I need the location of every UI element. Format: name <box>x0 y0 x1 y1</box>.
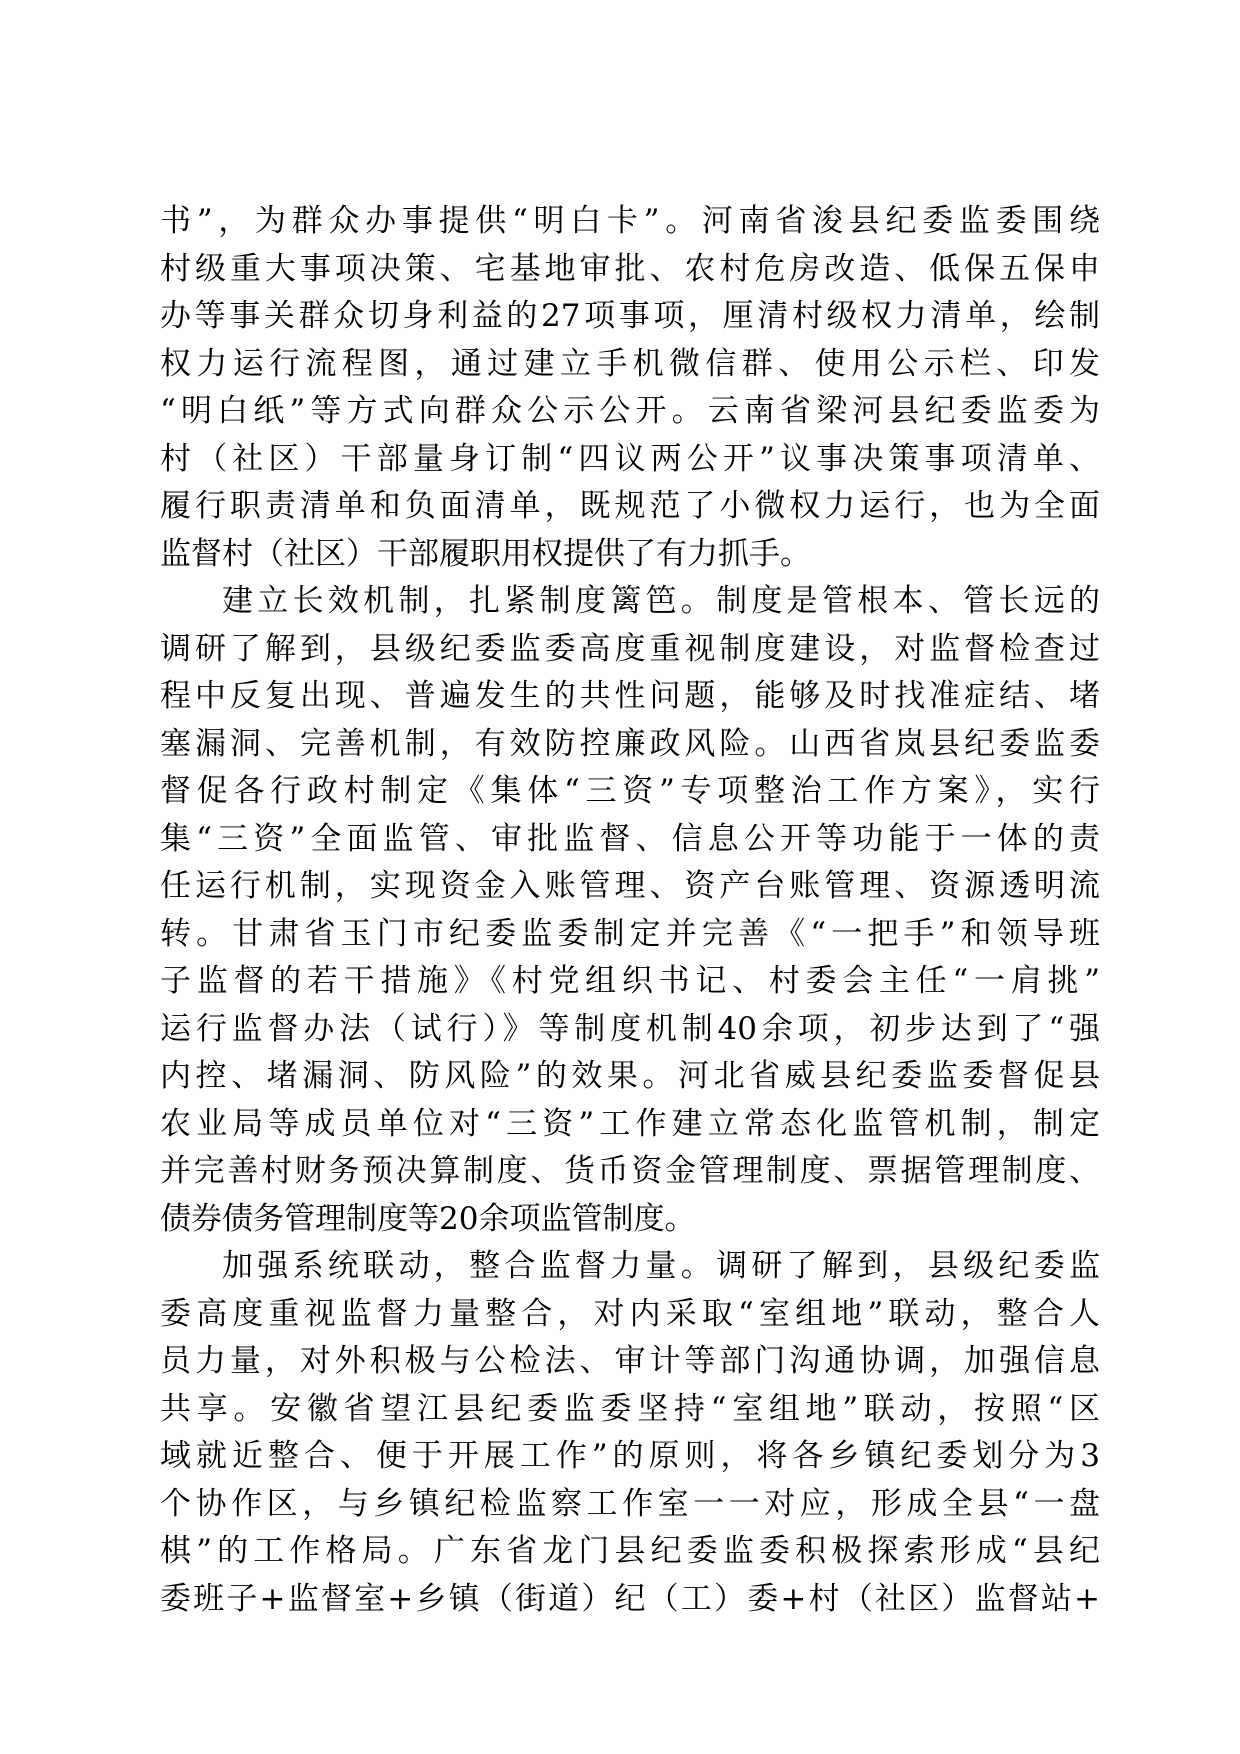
text-line: 村（社区）干部量身订制“四议两公开”议事决策事项清单、 <box>160 440 1100 477</box>
text-line: 监督村（社区）干部履职用权提供了有力抓手。 <box>160 535 811 572</box>
text-line: 转。甘肃省玉门市纪委监委制定并完善《“一把手”和领导班 <box>160 915 1100 952</box>
text-line: 棋”的工作格局。广东省龙门县纪委监委积极探索形成“县纪 <box>160 1533 1100 1569</box>
text-line: 任运行机制，实现资金入账管理、资产台账管理、资源透明流 <box>160 868 1100 904</box>
text-line: 办等事关群众切身利益的27项事项，厘清村级权力清单，绘制 <box>160 298 1100 334</box>
text-line: 农业局等成员单位对“三资”工作建立常态化监管机制，制定 <box>160 1105 1100 1142</box>
text-line: 委班子+监督室+乡镇（街道）纪（工）委+村（社区）监督站+ <box>160 1580 1100 1617</box>
paragraph-2 <box>160 578 1100 1243</box>
text-line: 债券债务管理制度等20余项监管制度。 <box>160 1200 696 1237</box>
text-line: 共享。安徽省望江县纪委监委坚持“室组地”联动，按照“区 <box>160 1390 1100 1427</box>
text-line: 并完善村财务预决算制度、货币资金管理制度、票据管理制度、 <box>160 1153 1100 1189</box>
text-line: 村级重大事项决策、宅基地审批、农村危房改造、低保五保申 <box>160 250 1100 287</box>
text-line: 塞漏洞、完善机制，有效防控廉政风险。山西省岚县纪委监委 <box>160 725 1100 762</box>
text-line: “明白纸”等方式向群众公示公开。云南省梁河县纪委监委为 <box>160 393 1100 429</box>
text-line: 子监督的若干措施》《村党组织书记、村委会主任“一肩挑” <box>160 963 1100 999</box>
text-line: 加强系统联动，整合监督力量。调研了解到，县级纪委监 <box>222 1248 1100 1284</box>
text-line: 内控、堵漏洞、防风险”的效果。河北省威县纪委监委督促县 <box>160 1058 1100 1094</box>
text-line: 域就近整合、便于开展工作”的原则，将各乡镇纪委划分为3 <box>160 1438 1100 1474</box>
text-line: 建立长效机制，扎紧制度篱笆。制度是管根本、管长远的 <box>222 583 1100 619</box>
text-line: 履行职责清单和负面清单，既规范了小微权力运行，也为全面 <box>160 488 1100 524</box>
paragraph-3 <box>160 1243 1100 1623</box>
text-line: 委高度重视监督力量整合，对内采取“室组地”联动，整合人 <box>160 1295 1100 1332</box>
text-line: 集“三资”全面监管、审批监督、信息公开等功能于一体的责 <box>160 820 1100 857</box>
text-line: 程中反复出现、普遍发生的共性问题，能够及时找准症结、堵 <box>160 678 1100 714</box>
text-line: 书”，为群众办事提供“明白卡”。河南省浚县纪委监委围绕 <box>160 203 1100 239</box>
text-line: 运行监督办法（试行）》等制度机制40余项，初步达到了“强 <box>160 1010 1100 1047</box>
text-line: 督促各行政村制定《集体“三资”专项整治工作方案》，实行 <box>160 773 1100 809</box>
text-line: 员力量，对外积极与公检法、审计等部门沟通协调，加强信息 <box>160 1343 1100 1379</box>
body-text <box>160 198 1100 1623</box>
paragraph-1 <box>160 198 1100 578</box>
text-line: 个协作区，与乡镇纪检监察工作室一一对应，形成全县“一盘 <box>160 1485 1100 1522</box>
text-line: 调研了解到，县级纪委监委高度重视制度建设，对监督检查过 <box>160 630 1100 667</box>
text-line: 权力运行流程图，通过建立手机微信群、使用公示栏、印发 <box>160 345 1100 382</box>
